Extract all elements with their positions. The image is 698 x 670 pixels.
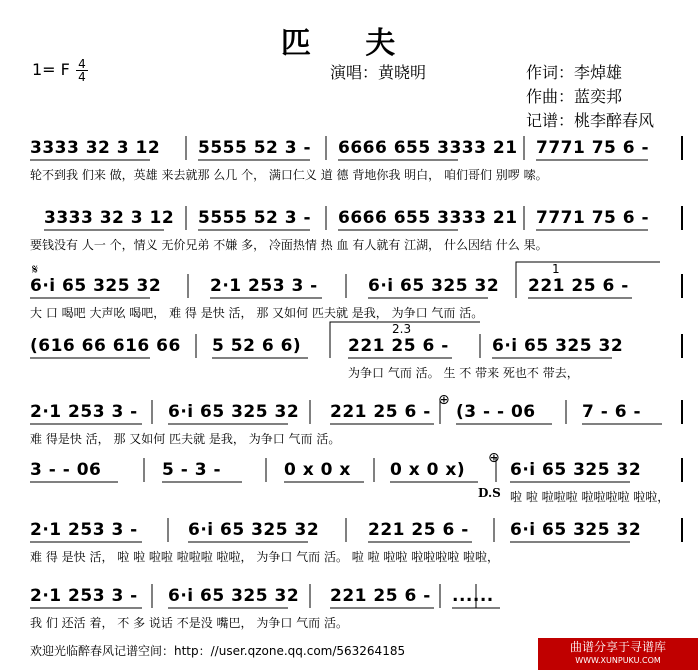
lyric-line: 轮不到我 们来 做，英雄 来去就那 么几 个， 满口仁义 道 德 背地你我 明白， 咱们哥们 别啰 嗦。 (30, 168, 548, 182)
footer-note: 欢迎光临醉春风记谱空间：http：//user.qzone.qq.com/563264185 (30, 644, 406, 658)
note-group: (616 66 616 66 (30, 336, 181, 356)
transcriber-credit: 记谱：桃李醉春风 (526, 111, 655, 130)
note-group: 5 - 3 - (162, 460, 222, 480)
note-group: 6·i 65 325 32 (492, 336, 624, 356)
lyric-line: 为争口 气而 活。 生 不 带来 死也不 带去， (348, 366, 579, 380)
note-group: 6·i 65 325 32 (188, 520, 320, 540)
note-group: 5 52 6 6) (212, 336, 302, 356)
lyricist-credit: 作词：李焯雄 (526, 63, 623, 82)
note-group: 6·i 65 325 32 (510, 460, 642, 480)
time-signature-bottom: 4 (76, 70, 88, 83)
note-group: 6·i 65 325 32 (168, 586, 300, 606)
note-group: 2·1 253 3 - (30, 520, 138, 540)
note-group: 221 25 6 - (368, 520, 469, 540)
barlines-and-ties (30, 136, 682, 608)
note-group: 221 25 6 - (330, 586, 431, 606)
note-group: 3333 32 3 12 (44, 208, 175, 228)
note-group: 221 25 6 - (330, 402, 431, 422)
note-group: 6666 655 3333 21 (338, 138, 518, 158)
key-signature: 1= F (32, 60, 70, 79)
note-group: 2·1 253 3 - (30, 586, 138, 606)
volta-bracket (516, 262, 660, 274)
note-group: 6·i 65 325 32 (30, 276, 162, 296)
note-group: 3 - - 06 (30, 460, 102, 480)
note-group: 6·i 65 325 32 (510, 520, 642, 540)
note-group: 7 - 6 - (582, 402, 642, 422)
note-group: 3333 32 3 12 (30, 138, 161, 158)
source-badge (538, 638, 698, 670)
lyric-line: 啦 啦 啦啦啦 啦啦啦啦 啦啦， (510, 490, 670, 504)
time-signature-top: 4 (78, 57, 86, 71)
note-group: 6666 655 3333 21 (338, 208, 518, 228)
lyric-line: 难 得 是快 活， 啦 啦 啦啦 啦啦啦 啦啦， 为争口 气而 活。 啦 啦 啦啦 啦啦啦啦 啦啦， (30, 550, 500, 564)
note-group: ...... (452, 586, 494, 606)
note-group: 0 x 0 x) (390, 460, 466, 480)
note-group: 0 x 0 x (284, 460, 351, 480)
note-group: (3 - - 06 (456, 402, 536, 422)
note-group: 7771 75 6 - (536, 208, 650, 228)
note-group: 7771 75 6 - (536, 138, 650, 158)
lyric-line: 要钱没有 人一 个，情义 无价兄弟 不嫌 多， 冷面热情 热 血 有人就有 江湖， 什么因结 什么 果。 (30, 238, 548, 252)
source-badge-url: WWW.XUNPUKU.COM (575, 656, 661, 665)
song-title: 匹 夫 (280, 26, 418, 61)
lyric-line: 我 们 还活 着， 不 多 说话 不是没 嘴巴， 为争口 气而 活。 (30, 616, 348, 630)
segno-icon: 𝄋 (32, 262, 39, 278)
coda-icon: ⊕ (438, 392, 450, 408)
singer-credit: 演唱：黄晓明 (330, 63, 427, 82)
note-group: 5555 52 3 - (198, 208, 312, 228)
coda-icon: ⊕ (488, 450, 500, 466)
volta-label: 2.3 (392, 322, 412, 336)
volta-label: 1 (552, 262, 560, 276)
composer-credit: 作曲：蓝奕邦 (526, 87, 623, 106)
note-group: 5555 52 3 - (198, 138, 312, 158)
note-group: 6·i 65 325 32 (368, 276, 500, 296)
note-group: 6·i 65 325 32 (168, 402, 300, 422)
source-badge-main: 曲谱分享于寻谱库 (569, 640, 666, 654)
note-group: 221 25 6 - (348, 336, 449, 356)
note-group: 2·1 253 3 - (30, 402, 138, 422)
volta-bracket (330, 322, 480, 334)
note-group: 2·1 253 3 - (210, 276, 318, 296)
lyric-line: 大 口 喝吧 大声吆 喝吧， 难 得 是快 活， 那 又如何 匹夫就 是我， 为争口 气而 活。 (30, 306, 484, 320)
note-group: 221 25 6 - (528, 276, 629, 296)
lyric-line: 难 得是快 活， 那 又如何 匹夫就 是我， 为争口 气而 活。 (30, 432, 341, 446)
dal-segno-mark: D.S (478, 486, 501, 500)
